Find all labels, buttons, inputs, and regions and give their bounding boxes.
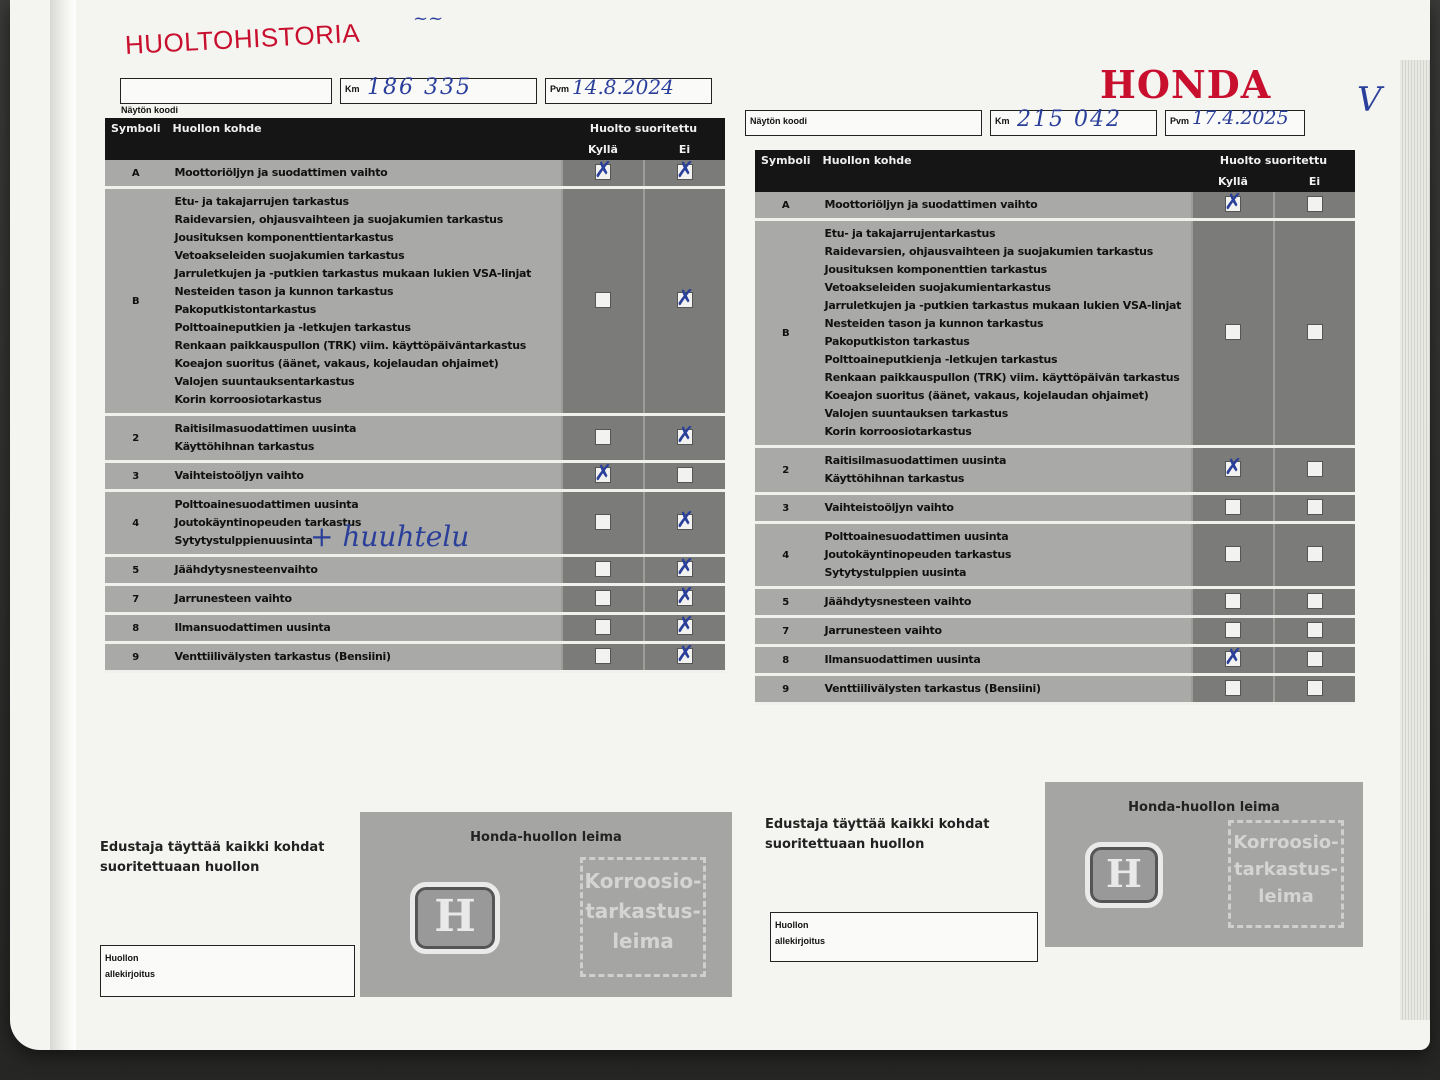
- task-line: Nesteiden tason ja kunnon tarkastus: [174, 285, 394, 298]
- row-task: [817, 646, 1192, 675]
- table-row: [105, 614, 725, 643]
- row-task: [817, 220, 1192, 447]
- task-line: Valojen suuntauksentarkastus: [174, 375, 355, 388]
- no-checkbox[interactable]: [1307, 546, 1323, 562]
- row-yes-cell: [1192, 220, 1274, 447]
- row-task: [167, 614, 562, 643]
- row-symbol: B: [755, 220, 817, 447]
- yes-checkbox[interactable]: [595, 164, 611, 180]
- row-task: [817, 588, 1192, 617]
- yes-checkbox[interactable]: [1225, 622, 1241, 638]
- task-line: Vetoakseleiden suojakumien tarkastus: [174, 249, 405, 262]
- footer-note-line-2: suoritettuaan huollon: [100, 860, 260, 875]
- row-yes-cell: [1192, 494, 1274, 523]
- no-checkbox[interactable]: [677, 164, 693, 180]
- no-checkbox[interactable]: [677, 292, 693, 308]
- row-yes-cell: [1192, 523, 1274, 588]
- honda-h-logo: H: [410, 882, 500, 954]
- row-task: [817, 617, 1192, 646]
- row-no-cell: [644, 556, 725, 585]
- stamp-title: Honda-huollon leima: [470, 830, 622, 845]
- row-yes-cell: [562, 160, 644, 188]
- row-yes-cell: [1192, 646, 1274, 675]
- row-yes-cell: [1192, 588, 1274, 617]
- row-symbol: 3: [755, 494, 817, 523]
- row-task: [817, 523, 1192, 588]
- task-line: Etu- ja takajarrujentarkastus: [824, 227, 996, 240]
- symbol-header: Symboli: [105, 118, 167, 139]
- corrosion-stamp-box: [580, 857, 706, 977]
- task-line: Vaihteistoöljyn vaihto: [174, 469, 304, 482]
- corrosion-label-2: tarkastus-: [585, 899, 701, 923]
- no-checkbox[interactable]: [1307, 324, 1323, 340]
- task-line: Joutokäyntinopeuden tarkastus: [824, 548, 1012, 561]
- pen-scribble: ~~: [413, 8, 444, 29]
- row-no-cell: [1274, 588, 1355, 617]
- right-meta-row: [745, 107, 1305, 136]
- task-line: Käyttöhihnan tarkastus: [824, 472, 965, 485]
- row-no-cell: [644, 462, 725, 491]
- no-header: Ei: [1274, 171, 1355, 192]
- row-symbol: 5: [755, 588, 817, 617]
- row-symbol: 4: [105, 491, 167, 556]
- row-yes-cell: [1192, 617, 1274, 646]
- task-line: Polttoaineputkienja -letkujen tarkastus: [824, 353, 1058, 366]
- date-value: 14.8.2024: [572, 75, 674, 99]
- corrosion-label-2: tarkastus-: [1233, 859, 1339, 880]
- left-service-table: [105, 118, 725, 673]
- left-table-body: [105, 160, 725, 672]
- row-task: [167, 462, 562, 491]
- no-checkbox[interactable]: [1307, 196, 1323, 212]
- task-line: Jarruletkujen ja -putkien tarkastus mukaan lukien VSA-linjat: [174, 267, 532, 280]
- yes-checkbox[interactable]: [1225, 196, 1241, 212]
- task-line: Moottoriöljyn ja suodattimen vaihto: [824, 198, 1038, 211]
- task-line: Raitisilmasuodattimen uusinta: [174, 422, 357, 435]
- task-line: Jarrunesteen vaihto: [824, 624, 942, 637]
- row-task: [817, 494, 1192, 523]
- row-symbol: 7: [755, 617, 817, 646]
- task-line: Koeajon suoritus (äänet, vakaus, kojelaudan ohjaimet): [824, 389, 1149, 402]
- row-symbol: 4: [755, 523, 817, 588]
- row-symbol: 8: [105, 614, 167, 643]
- row-yes-cell: [1192, 447, 1274, 494]
- yes-header: Kyllä: [1192, 171, 1274, 192]
- row-symbol: B: [105, 188, 167, 415]
- task-line: Raidevarsien, ohjausvaihteen ja suojakumien tarkastus: [824, 245, 1153, 258]
- footer-note: [765, 815, 989, 855]
- row-yes-cell: [562, 643, 644, 672]
- right-date-field: [1165, 107, 1305, 136]
- page-edges: [1400, 60, 1430, 1020]
- table-row: [105, 188, 725, 415]
- task-line: Raidevarsien, ohjausvaihteen ja suojakumien tarkastus: [174, 213, 503, 226]
- stamp-title: Honda-huollon leima: [1128, 800, 1280, 815]
- footer-note-line-1: Edustaja täyttää kaikki kohdat: [765, 817, 990, 832]
- yes-checkbox[interactable]: [1225, 324, 1241, 340]
- right-service-table: [755, 150, 1355, 705]
- brand-logo: HONDA: [1100, 62, 1272, 107]
- km-label: Km: [345, 84, 360, 94]
- no-checkbox[interactable]: [1307, 499, 1323, 515]
- row-symbol: 9: [755, 675, 817, 704]
- row-task: [817, 447, 1192, 494]
- row-no-cell: [1274, 447, 1355, 494]
- task-line: Jäähdytysnesteenvaihto: [174, 563, 318, 576]
- row-yes-cell: [562, 491, 644, 556]
- dealer-stamp-area: [360, 812, 732, 997]
- yes-checkbox[interactable]: [595, 561, 611, 577]
- task-line: Jäähdytysnesteen vaihto: [824, 595, 972, 608]
- row-no-cell: [644, 188, 725, 415]
- task-line: Nesteiden tason ja kunnon tarkastus: [824, 317, 1044, 330]
- task-line: Sytytystulppien uusinta: [824, 566, 967, 579]
- no-checkbox[interactable]: [677, 429, 693, 445]
- service-booklet: [10, 0, 1430, 1050]
- row-task: [167, 415, 562, 462]
- row-no-cell: [644, 491, 725, 556]
- task-line: Venttiilivälysten tarkastus (Bensiini): [824, 682, 1041, 695]
- row-symbol: 2: [755, 447, 817, 494]
- task-line: Renkaan paikkauspullon (TRK) viim. käyttöpäiväntarkastus: [174, 339, 527, 352]
- footer-note-line-2: suoritettuaan huollon: [765, 837, 925, 852]
- corrosion-label-3: leima: [1258, 886, 1314, 907]
- row-no-cell: [1274, 646, 1355, 675]
- table-row: [755, 675, 1355, 704]
- row-no-cell: [1274, 617, 1355, 646]
- signature-label-1: Huollon: [775, 920, 809, 930]
- row-no-cell: [644, 614, 725, 643]
- table-row: [755, 646, 1355, 675]
- yes-checkbox[interactable]: [1225, 593, 1241, 609]
- signature-label-2: allekirjoitus: [105, 969, 156, 979]
- row-no-cell: [1274, 523, 1355, 588]
- left-date-field: [545, 75, 712, 104]
- table-row: [755, 588, 1355, 617]
- performed-header: Huolto suoritettu: [1192, 150, 1355, 171]
- symbol-header: Symboli: [755, 150, 817, 171]
- no-checkbox[interactable]: [1307, 680, 1323, 696]
- table-row: [755, 523, 1355, 588]
- left-meta-row: [120, 75, 712, 115]
- left-code-field: [120, 78, 332, 115]
- no-checkbox[interactable]: [677, 561, 693, 577]
- performed-header: Huolto suoritettu: [562, 118, 725, 139]
- footer-note: [100, 838, 324, 878]
- task-line: Jousituksen komponenttientarkastus: [174, 231, 394, 244]
- row-yes-cell: [562, 585, 644, 614]
- yes-checkbox[interactable]: [595, 429, 611, 445]
- yes-checkbox[interactable]: [1225, 680, 1241, 696]
- task-line: Koeajon suoritus (äänet, vakaus, kojelaudan ohjaimet): [174, 357, 499, 370]
- row-no-cell: [644, 585, 725, 614]
- task-line: Polttoaineputkien ja -letkujen tarkastus: [174, 321, 411, 334]
- task-line: Vetoakseleiden suojakumientarkastus: [824, 281, 1051, 294]
- task-header: Huollon kohde: [167, 118, 562, 139]
- page-title: HUOLTOHISTORIA: [124, 17, 361, 60]
- row-no-cell: [1274, 220, 1355, 447]
- row-yes-cell: [1192, 675, 1274, 704]
- yes-checkbox[interactable]: [595, 619, 611, 635]
- signature-box: [770, 912, 1038, 962]
- yes-header: Kyllä: [562, 139, 644, 160]
- table-row: [105, 556, 725, 585]
- table-row: [105, 415, 725, 462]
- table-row: [755, 617, 1355, 646]
- signature-label-2: allekirjoitus: [775, 936, 826, 946]
- corrosion-label-3: leima: [612, 929, 674, 953]
- yes-checkbox[interactable]: [1225, 651, 1241, 667]
- km-value: 215 042: [1017, 107, 1122, 132]
- task-line: Polttoainesuodattimen uusinta: [824, 530, 1009, 543]
- row-symbol: A: [105, 160, 167, 188]
- yes-checkbox[interactable]: [1225, 546, 1241, 562]
- task-line: Jarruletkujen ja -putkien tarkastus mukaan lukien VSA-linjat: [824, 299, 1182, 312]
- row-task: [167, 643, 562, 672]
- yes-checkbox[interactable]: [595, 467, 611, 483]
- corrosion-label-1: Korroosio-: [584, 869, 702, 893]
- task-line: Ilmansuodattimen uusinta: [174, 621, 331, 634]
- row-no-cell: [644, 415, 725, 462]
- no-checkbox[interactable]: [1307, 461, 1323, 477]
- left-km-field: [340, 75, 537, 104]
- task-line: Raitisilmasuodattimen uusinta: [824, 454, 1007, 467]
- task-line: Pakoputkistontarkastus: [174, 303, 316, 316]
- task-line: Pakoputkiston tarkastus: [824, 335, 970, 348]
- table-row: [755, 192, 1355, 220]
- task-line: Etu- ja takajarrujen tarkastus: [174, 195, 349, 208]
- yes-checkbox[interactable]: [595, 590, 611, 606]
- task-line: Korin korroosiotarkastus: [824, 425, 972, 438]
- date-label: Pvm: [550, 84, 570, 94]
- km-value: 186 335: [367, 75, 472, 100]
- pen-mark: V: [1357, 80, 1382, 120]
- no-checkbox[interactable]: [1307, 622, 1323, 638]
- signature-label-1: Huollon: [105, 953, 139, 963]
- yes-checkbox[interactable]: [1225, 499, 1241, 515]
- km-label: Km: [995, 116, 1010, 126]
- row-no-cell: [1274, 494, 1355, 523]
- yes-checkbox[interactable]: [595, 514, 611, 530]
- table-row: [105, 462, 725, 491]
- signature-box: [100, 945, 355, 997]
- right-code-field: [745, 110, 982, 136]
- task-line: Valojen suuntauksen tarkastus: [824, 407, 1008, 420]
- row-yes-cell: [562, 188, 644, 415]
- row-yes-cell: [562, 614, 644, 643]
- table-row: [755, 447, 1355, 494]
- row-yes-cell: [562, 415, 644, 462]
- no-checkbox[interactable]: [1307, 651, 1323, 667]
- row-symbol: 9: [105, 643, 167, 672]
- task-line: Ilmansuodattimen uusinta: [824, 653, 981, 666]
- yes-checkbox[interactable]: [595, 292, 611, 308]
- row-symbol: 3: [105, 462, 167, 491]
- table-row: [105, 160, 725, 188]
- date-value: 17.4.2025: [1192, 107, 1289, 129]
- task-line: Sytytystulppienuusinta: [174, 534, 313, 547]
- row-no-cell: [1274, 675, 1355, 704]
- row-symbol: 5: [105, 556, 167, 585]
- row-no-cell: [1274, 192, 1355, 220]
- row-symbol: 2: [105, 415, 167, 462]
- task-line: Renkaan paikkauspullon (TRK) viim. käyttöpäivän tarkastus: [824, 371, 1180, 384]
- table-row: [105, 643, 725, 672]
- task-line: Jousituksen komponenttien tarkastus: [824, 263, 1047, 276]
- row-task: [167, 585, 562, 614]
- task-line: Polttoainesuodattimen uusinta: [174, 498, 359, 511]
- row-task: [167, 188, 562, 415]
- task-line: Venttiilivälysten tarkastus (Bensiini): [174, 650, 391, 663]
- no-checkbox[interactable]: [677, 648, 693, 664]
- date-label: Pvm: [1170, 116, 1190, 126]
- row-symbol: 8: [755, 646, 817, 675]
- task-header: Huollon kohde: [817, 150, 1192, 171]
- handwritten-note: + huuhtelu: [310, 520, 470, 553]
- no-header: Ei: [644, 139, 725, 160]
- row-task: [817, 675, 1192, 704]
- task-line: Vaihteistoöljyn vaihto: [824, 501, 954, 514]
- yes-checkbox[interactable]: [1225, 461, 1241, 477]
- row-yes-cell: [562, 556, 644, 585]
- row-yes-cell: [562, 462, 644, 491]
- row-no-cell: [644, 643, 725, 672]
- task-line: Jarrunesteen vaihto: [174, 592, 292, 605]
- no-checkbox[interactable]: [677, 514, 693, 530]
- right-km-field: [990, 107, 1157, 136]
- row-no-cell: [644, 160, 725, 188]
- code-label: Näytön koodi: [750, 116, 808, 126]
- no-checkbox[interactable]: [677, 619, 693, 635]
- dealer-stamp-area: [1045, 782, 1363, 947]
- row-task: [167, 556, 562, 585]
- right-table-body: [755, 192, 1355, 704]
- row-task: [167, 160, 562, 188]
- no-checkbox[interactable]: [677, 467, 693, 483]
- row-symbol: 7: [105, 585, 167, 614]
- task-line: Moottoriöljyn ja suodattimen vaihto: [174, 166, 388, 179]
- corrosion-label-1: Korroosio-: [1233, 832, 1339, 853]
- task-line: Korin korroosiotarkastus: [174, 393, 322, 406]
- no-checkbox[interactable]: [1307, 593, 1323, 609]
- row-symbol: A: [755, 192, 817, 220]
- honda-h-logo: H: [1085, 842, 1163, 908]
- footer-note-line-1: Edustaja täyttää kaikki kohdat: [100, 840, 325, 855]
- task-line: Käyttöhihnan tarkastus: [174, 440, 315, 453]
- task-line: Joutokäyntinopeuden tarkastus: [174, 516, 362, 529]
- row-task: [817, 192, 1192, 220]
- table-row: [755, 220, 1355, 447]
- corrosion-stamp-box: [1228, 820, 1344, 928]
- row-yes-cell: [1192, 192, 1274, 220]
- code-label: Näytön koodi: [121, 105, 179, 115]
- table-row: [105, 585, 725, 614]
- no-checkbox[interactable]: [677, 590, 693, 606]
- yes-checkbox[interactable]: [595, 648, 611, 664]
- table-row: [755, 494, 1355, 523]
